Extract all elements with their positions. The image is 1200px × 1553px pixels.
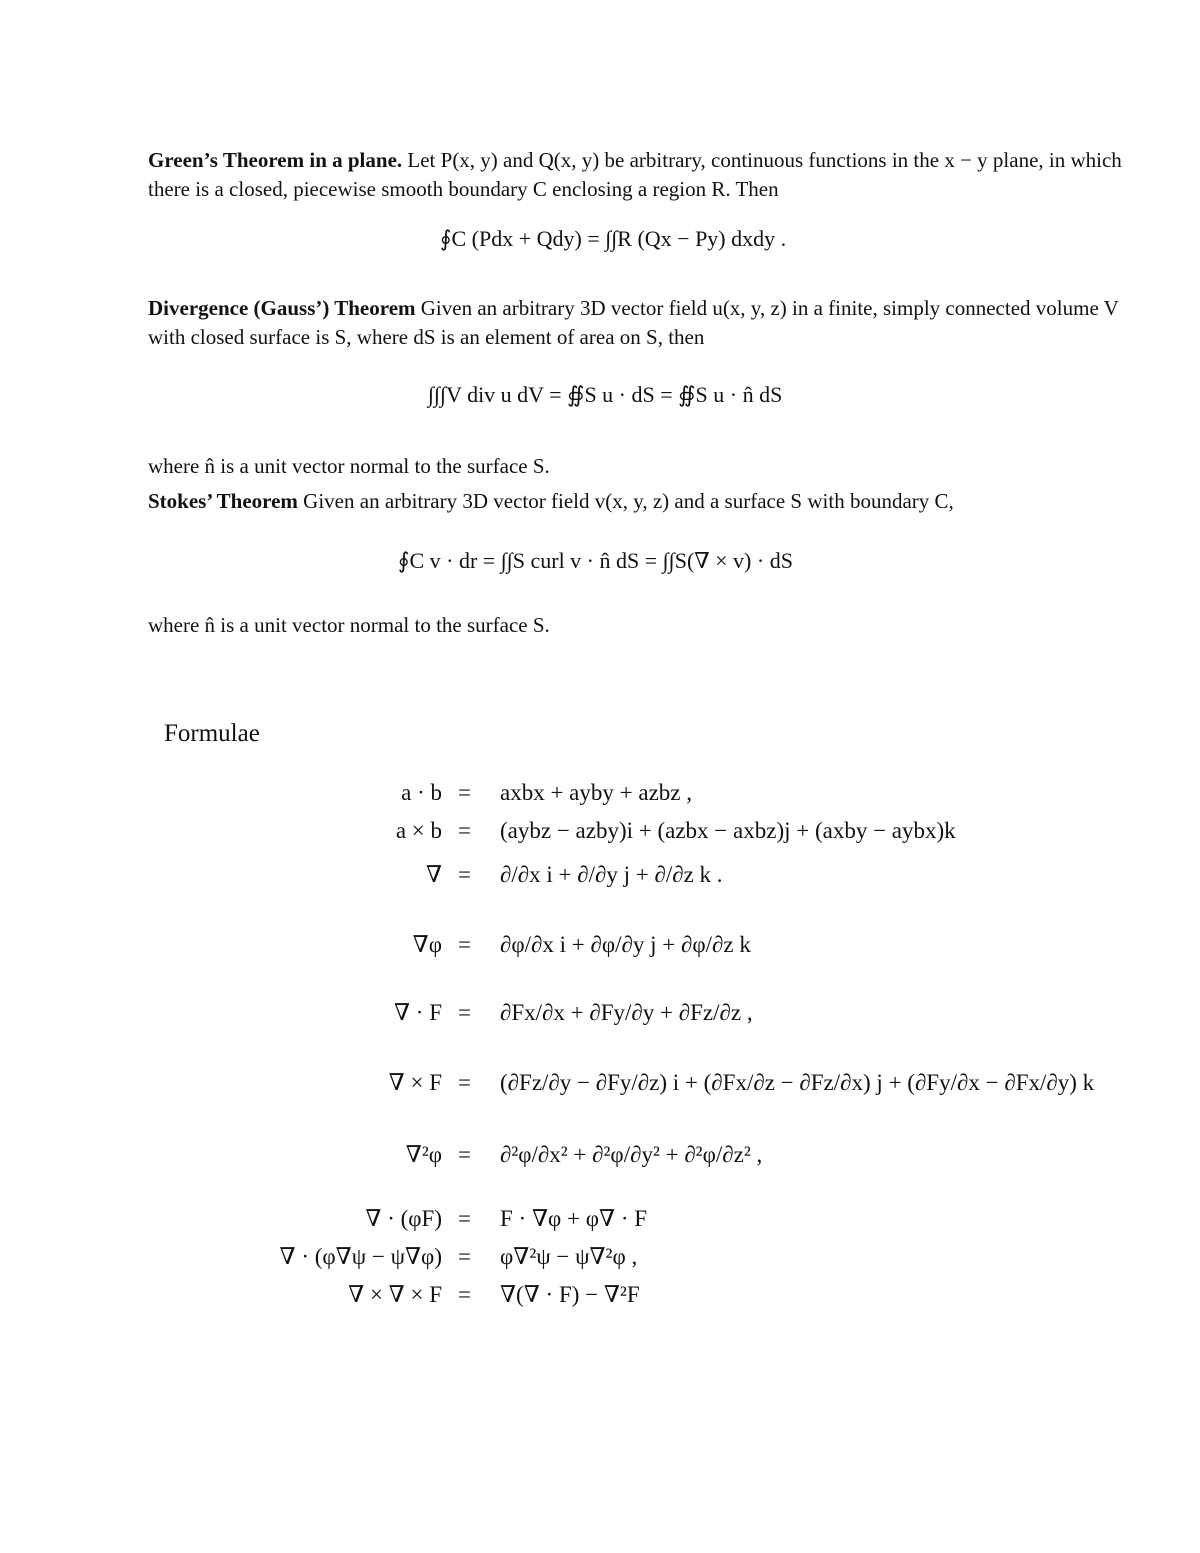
- formula-rhs: F · ∇φ + φ∇ · F: [500, 1206, 648, 1231]
- formula-equals: =: [458, 1244, 471, 1269]
- divergence-equation-text: ∫∫∫V div u dV = ∯S u · dS = ∯S u · n̂ dS: [428, 382, 783, 407]
- formula-rhs: ∂²φ/∂x² + ∂²φ/∂y² + ∂²φ/∂z² ,: [500, 1142, 763, 1167]
- formula-lhs: a × b: [395, 818, 442, 843]
- formula-row: [0, 1142, 1200, 1182]
- greens-theorem-equation: [440, 226, 786, 252]
- formula-equals: =: [458, 1282, 471, 1307]
- formula-lhs: ∇ · F: [393, 1000, 442, 1025]
- formula-rhs: ∂/∂x i + ∂/∂y j + ∂/∂z k .: [500, 862, 723, 887]
- stokes-equation-text: ∮C v · dr = ∫∫S curl v · n̂ dS = ∫∫S(∇ × v) · dS: [398, 548, 793, 573]
- stokes-note-text: where n̂ is a unit vector normal to the surface S.: [148, 613, 550, 637]
- divergence-theorem-title: Divergence (Gauss’) Theorem: [148, 296, 416, 320]
- divergence-theorem-equation: [428, 382, 782, 408]
- divergence-theorem-paragraph: [148, 294, 1158, 352]
- formula-equals: =: [458, 1070, 471, 1095]
- formula-lhs: a · b: [401, 780, 442, 805]
- formula-row: [0, 932, 1200, 972]
- formula-lhs: ∇²φ: [405, 1142, 442, 1167]
- stokes-theorem-text: Given an arbitrary 3D vector field v(x, y, z) and a surface S with boundary C,: [303, 489, 954, 513]
- formula-equals: =: [458, 818, 471, 843]
- greens-theorem-text: Let P(x, y) and Q(x, y) be arbitrary, continuous functions in the x − y plane, in which there is a closed, piecewise smooth boundary C enclosing a region R. Then: [148, 148, 1122, 201]
- formula-row: [0, 1070, 1200, 1110]
- formula-rhs: (∂Fz/∂y − ∂Fy/∂z) i + (∂Fx/∂z − ∂Fz/∂x) j + (∂Fy/∂x − ∂Fx/∂y) k: [500, 1070, 1095, 1095]
- divergence-note-text: where n̂ is a unit vector normal to the surface S.: [148, 454, 550, 478]
- greens-theorem-paragraph: [148, 146, 1158, 204]
- formula-row: [0, 818, 1200, 858]
- formula-equals: =: [458, 862, 471, 887]
- formula-rhs: ∂Fx/∂x + ∂Fy/∂y + ∂Fz/∂z ,: [500, 1000, 753, 1025]
- formula-lhs: ∇ × ∇ × F: [348, 1282, 442, 1307]
- stokes-theorem-title: Stokes’ Theorem: [148, 489, 298, 513]
- formula-rhs: ∂φ/∂x i + ∂φ/∂y j + ∂φ/∂z k: [500, 932, 751, 957]
- formula-row: [0, 780, 1200, 820]
- formula-row: [0, 1000, 1200, 1040]
- stokes-theorem-equation: [398, 548, 793, 574]
- formula-equals: =: [458, 780, 471, 805]
- stokes-theorem-paragraph: [148, 487, 1158, 516]
- formula-lhs: ∇ × F: [388, 1070, 442, 1095]
- formula-lhs: ∇: [425, 862, 442, 887]
- greens-equation-text: ∮C (Pdx + Qdy) = ∫∫R (Qx − Py) dxdy .: [440, 226, 787, 251]
- formula-row: [0, 1282, 1200, 1322]
- formula-lhs: ∇φ: [412, 932, 442, 957]
- formula-equals: =: [458, 1206, 471, 1231]
- formula-equals: =: [458, 1000, 471, 1025]
- formula-row: [0, 1206, 1200, 1246]
- formula-rhs: φ∇²ψ − ψ∇²φ ,: [500, 1244, 638, 1269]
- stokes-note: [148, 611, 1158, 640]
- divergence-note: [148, 452, 1158, 481]
- formula-equals: =: [458, 1142, 471, 1167]
- formulae-heading: Formulae: [164, 720, 260, 747]
- greens-theorem-title: Green’s Theorem in a plane.: [148, 148, 403, 172]
- formula-rhs: axbx + ayby + azbz ,: [500, 780, 692, 805]
- formula-rhs: ∇(∇ · F) − ∇²F: [500, 1282, 640, 1307]
- formula-row: [0, 862, 1200, 902]
- formula-lhs: ∇ · (φ∇ψ − ψ∇φ): [279, 1244, 442, 1269]
- formula-equals: =: [458, 932, 471, 957]
- divergence-theorem-text: Given an arbitrary 3D vector field u(x, y, z) in a finite, simply connected volume V with closed surface is S, where dS is an element of area on S, then: [148, 296, 1119, 349]
- formula-rhs: (aybz − azby)i + (azbx − axbz)j + (axby − aybx)k: [500, 818, 956, 843]
- formula-row: [0, 1244, 1200, 1284]
- formula-lhs: ∇ · (φF): [365, 1206, 442, 1231]
